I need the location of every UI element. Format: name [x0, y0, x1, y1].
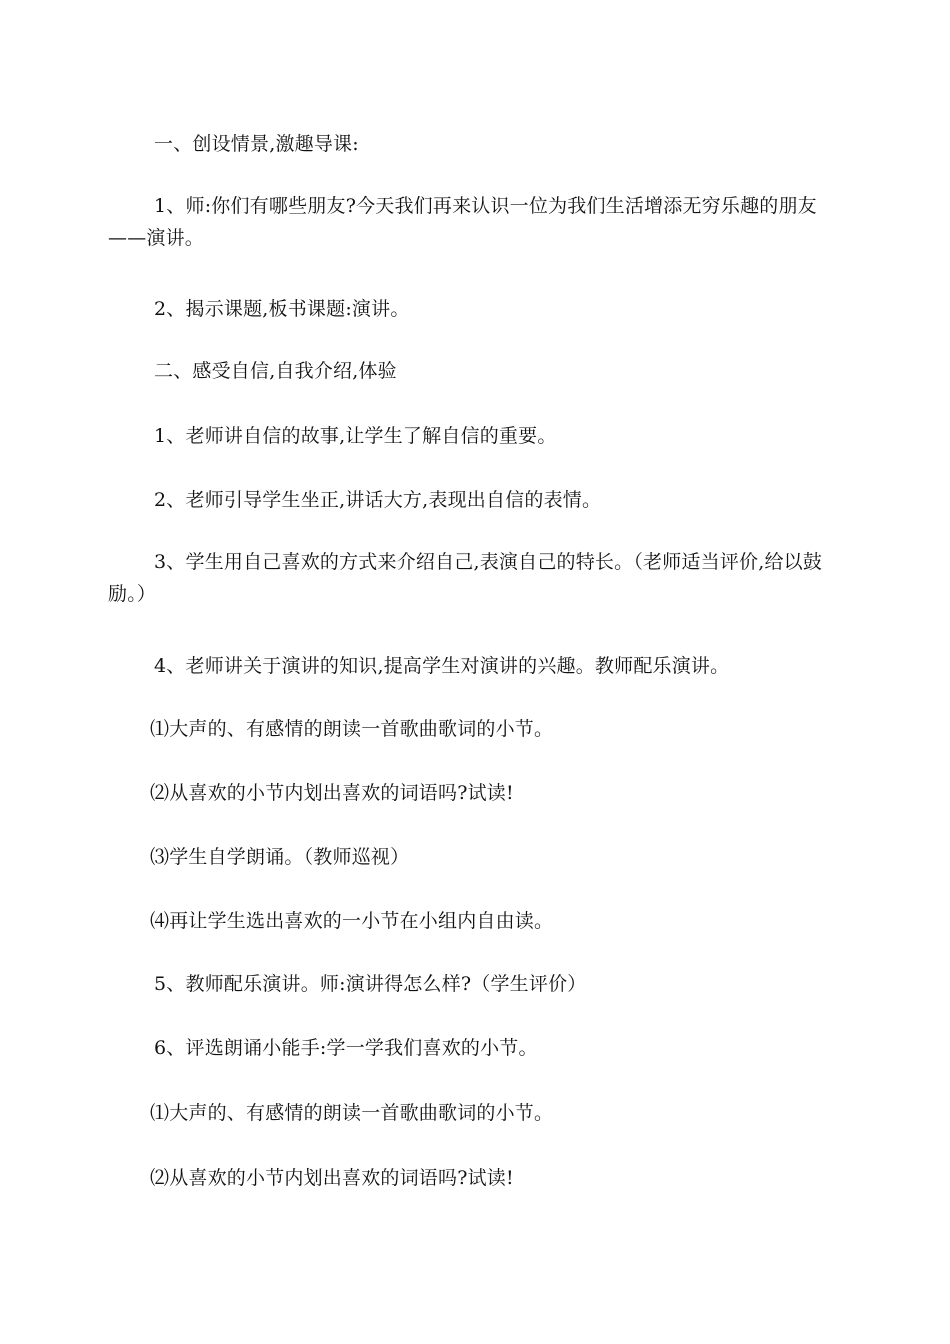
sub-item: ⑴大声的、有感情的朗读一首歌曲歌词的小节。	[150, 718, 554, 740]
paragraph: 1、师:你们有哪些朋友?今天我们再来认识一位为我们生活增添无穷乐趣的朋友——演讲。	[108, 195, 817, 249]
sub-item: ⑵从喜欢的小节内划出喜欢的词语吗?试读!	[150, 1167, 514, 1189]
paragraph: 5、教师配乐演讲。师:演讲得怎么样?（学生评价）	[154, 973, 587, 995]
sub-item: ⑵从喜欢的小节内划出喜欢的词语吗?试读!	[150, 782, 514, 804]
paragraph: 3、学生用自己喜欢的方式来介绍自己,表演自己的特长。（老师适当评价,给以鼓励。）	[108, 551, 823, 605]
sub-item: ⑶学生自学朗诵。（教师巡视）	[150, 846, 410, 868]
paragraph: 4、老师讲关于演讲的知识,提高学生对演讲的兴趣。教师配乐演讲。	[154, 655, 730, 677]
paragraph: 1、老师讲自信的故事,让学生了解自信的重要。	[154, 425, 557, 447]
paragraph: 2、揭示课题,板书课题:演讲。	[154, 298, 410, 320]
sub-item: ⑷再让学生选出喜欢的一小节在小组内自由读。	[150, 910, 554, 932]
section-heading-1: 一、创设情景,激趣导课:	[154, 133, 359, 155]
sub-item: ⑴大声的、有感情的朗读一首歌曲歌词的小节。	[150, 1102, 554, 1124]
paragraph: 6、评选朗诵小能手:学一学我们喜欢的小节。	[154, 1037, 538, 1059]
paragraph: 2、老师引导学生坐正,讲话大方,表现出自信的表情。	[154, 489, 602, 511]
section-heading-2: 二、感受自信,自我介绍,体验	[154, 360, 397, 382]
